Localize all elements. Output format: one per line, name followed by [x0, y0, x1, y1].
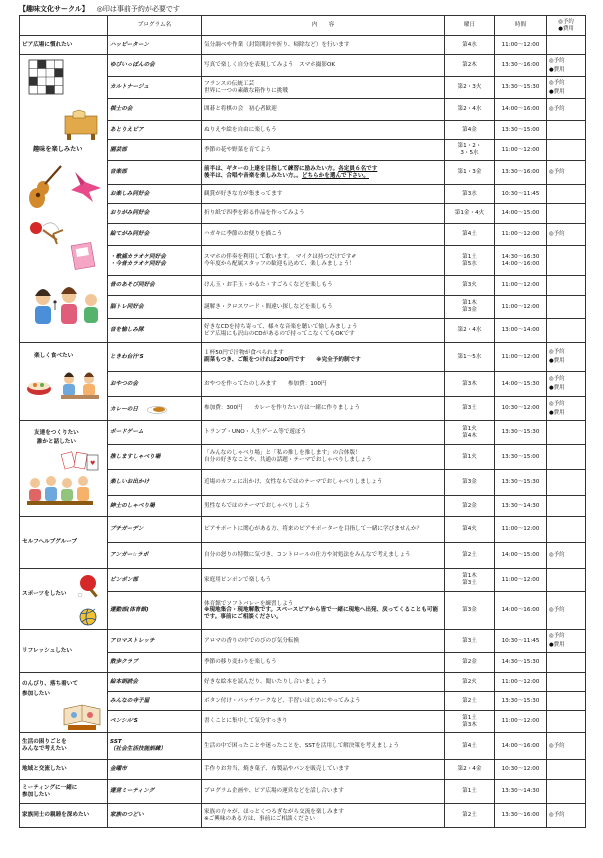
- program-day: 第3水: [445, 185, 495, 204]
- program-time: 10:30～11:45: [495, 630, 547, 653]
- program-content: 観賞が好きな方が集まってます: [202, 185, 445, 204]
- program-time: 10:30～12:00: [495, 760, 547, 780]
- program-name: 家族のつどい: [108, 804, 202, 828]
- program-name: あとりえピア: [108, 121, 202, 140]
- program-note: [547, 673, 586, 692]
- page-header: [19, 5, 180, 13]
- program-note: ◎予約: [547, 99, 586, 121]
- music-capacity: 各定員６名です: [338, 165, 378, 172]
- program-time: 13:30～14:30: [495, 780, 547, 804]
- music-choose: どちらかを選んで下さい。: [301, 172, 370, 179]
- program-time: 13:30～15:30: [495, 692, 547, 711]
- program-time: 13:30～15:30: [495, 421, 547, 445]
- category-label: ピア広場に慣れたい: [22, 41, 73, 48]
- program-name: おやつの会: [108, 372, 202, 397]
- program-note: ◎予約 ●費用: [547, 77, 586, 99]
- program-note: ◎予約 ●費用: [547, 55, 586, 77]
- table-row: [20, 630, 586, 653]
- program-time: 11:00～12:00: [495, 36, 547, 55]
- program-note: [547, 760, 586, 780]
- program-name: ピンポン部: [108, 569, 202, 592]
- volleyball-desc: 体育館でソフトバレーを練習しよう: [204, 600, 294, 607]
- program-time: 14:00～15:00: [495, 204, 547, 224]
- category-eat: [20, 343, 108, 421]
- program-day: 第1・3金: [445, 161, 495, 185]
- program-content: 囲碁と将棋の会 初心者歓迎: [202, 99, 445, 121]
- program-note: ◎予約: [547, 224, 586, 246]
- program-time: 10:30～11:45: [495, 185, 547, 204]
- program-note: [547, 421, 586, 445]
- curry-icon: [146, 404, 168, 414]
- program-content: 好きな絵本を読んだり、聞いたりし合いましょう: [202, 673, 445, 692]
- program-name: 棋士の会: [108, 99, 202, 121]
- program-name: ハッピーターン: [108, 36, 202, 55]
- program-day: 第4金: [445, 121, 495, 140]
- header-category: [20, 16, 108, 36]
- program-note: [547, 496, 586, 517]
- program-note: ◎予約 ●費用: [547, 372, 586, 397]
- table-row: [20, 780, 586, 804]
- program-content: ボタン付け・パッチワークなど、手習いはじめにやってみよう: [202, 692, 445, 711]
- origami-crane-icon: [71, 172, 101, 202]
- program-note: [547, 711, 586, 733]
- group-talking-icon: [27, 476, 93, 505]
- program-note: [547, 445, 586, 470]
- program-name: ときわ台汁'S: [108, 343, 202, 372]
- program-name: カルトナージュ: [108, 77, 202, 99]
- program-time: 14:30～15:30: [495, 653, 547, 673]
- program-time: 13:30～15:00: [495, 445, 547, 470]
- program-time: 11:00～12:00: [495, 711, 547, 733]
- table-row: [20, 673, 586, 692]
- program-content: 近場のカフェに出かけ、女性ならではのテーマでおしゃべりしましょう: [202, 470, 445, 496]
- program-day: 第4火: [445, 517, 495, 543]
- program-content: フランスの伝統工芸 世界に一つの素敵な箱作りに挑戦: [202, 77, 445, 99]
- program-time: 14:00～16:00: [495, 592, 547, 630]
- program-note: ◎予約: [547, 543, 586, 569]
- program-time: 11:00～12:00: [495, 224, 547, 246]
- program-content: 参加費：300円 カレーを作りたい方は一緒に作りましょう: [202, 397, 445, 421]
- program-name: アンガー☆ラボ: [108, 543, 202, 569]
- program-content: ハガキに季節のお便りを描こう: [202, 224, 445, 246]
- category-family: [20, 804, 108, 828]
- program-name: プチガーデン: [108, 517, 202, 543]
- program-note: [547, 569, 586, 592]
- program-content: 家族の方々が、ほっとくつろぎながら交流を楽しみます ※ご興味のある方は、事前にご相談ください: [202, 804, 445, 828]
- program-day: 第1木 第3金: [445, 296, 495, 319]
- program-time: 13:30～15:00: [495, 121, 547, 140]
- category-friends: [20, 421, 108, 517]
- program-day: 第3木: [445, 372, 495, 397]
- program-note: [547, 276, 586, 296]
- program-content: 自分の怒りの特徴に気づき、コントロールの仕方や対処法をみんなで考えましょう: [202, 543, 445, 569]
- food-bowl-icon: [27, 382, 51, 395]
- reservation-note: ◎印は事前予約が必要です: [96, 5, 180, 13]
- program-content: 謎解き・クロスワード・間違い探しなどを楽しもう: [202, 296, 445, 319]
- program-content: 手作りお弁当、焼き菓子、布製品やパンを販売しています: [202, 760, 445, 780]
- program-time: 11:00～12:00: [495, 276, 547, 296]
- header-time: 時間: [495, 16, 547, 36]
- program-day: 第2・3火: [445, 77, 495, 99]
- program-time: 11:00～12:00: [495, 673, 547, 692]
- program-day: 第2金: [445, 653, 495, 673]
- program-name: ゆびいっぽんの会: [108, 55, 202, 77]
- table-header-row: [20, 16, 586, 36]
- program-content: 書くことに集中して気分すっきり: [202, 711, 445, 733]
- program-time: 13:30～15:30: [495, 470, 547, 496]
- program-note: [547, 517, 586, 543]
- program-note: ◎予約: [547, 592, 586, 630]
- program-day: 第4土: [445, 733, 495, 760]
- program-day: 第3土: [445, 397, 495, 421]
- program-day: 第3火: [445, 276, 495, 296]
- program-content: プログラム企画や、ピア広場の運営などを話し合います: [202, 780, 445, 804]
- program-day: 第1～5水: [445, 343, 495, 372]
- program-note: ◎予約 ●費用: [547, 397, 586, 421]
- program-day: 第1土 第5水: [445, 246, 495, 276]
- category-relax: [20, 673, 108, 733]
- singing-people-icon: [35, 287, 98, 324]
- program-day: 第1土 第3木: [445, 711, 495, 733]
- program-content: 季節の移り変わりを楽しもう: [202, 653, 445, 673]
- category-sports: [20, 569, 108, 630]
- book-reading-icon: [64, 705, 100, 730]
- program-time: 10:30～12:00: [495, 397, 547, 421]
- svg-text:趣味を楽しみたい: 趣味を楽しみたい: [33, 146, 83, 153]
- program-name-text: カレーの日: [110, 406, 138, 412]
- shogi-board-icon: [65, 110, 97, 140]
- ping-pong-paddle-icon: [78, 575, 98, 597]
- table-row: [20, 343, 586, 372]
- program-name: 紳士のしゃべり場: [108, 496, 202, 517]
- program-name: 脳トレ同好会: [108, 296, 202, 319]
- program-day: 第3金: [445, 592, 495, 630]
- sports-illustration: [76, 573, 104, 630]
- program-time: 14:00～15:30: [495, 372, 547, 397]
- program-content: けん玉・お手玉・かるた・すごろくなどを楽しもう: [202, 276, 445, 296]
- program-note: [547, 36, 586, 55]
- program-note: ◎予約 ●費用: [547, 630, 586, 653]
- program-content: アロマの香りの中でのびのび気分転換: [202, 630, 445, 653]
- program-day: 第4水: [445, 36, 495, 55]
- program-content: 季節の花や野菜を育てよう: [202, 140, 445, 161]
- program-day: 第2火: [445, 673, 495, 692]
- program-content: [202, 343, 445, 372]
- program-content: [202, 161, 445, 185]
- music-second-half: 後半は、合唱や音楽を楽しみたい方。。: [204, 172, 302, 179]
- program-day: 第2土: [445, 543, 495, 569]
- category-label: 楽しく食べたい: [34, 353, 74, 359]
- program-note: ◎予約: [547, 804, 586, 828]
- program-name: 運動部(体育館): [108, 592, 202, 630]
- program-note: [547, 296, 586, 319]
- category-local: [20, 760, 108, 780]
- category-meeting: [20, 780, 108, 804]
- program-day: 第2・4水: [445, 319, 495, 343]
- program-time: 13:00～14:00: [495, 319, 547, 343]
- program-day: 第1金・4火: [445, 204, 495, 224]
- header-content: 内 容: [202, 16, 445, 36]
- category-label: スポーツをしたい: [22, 591, 67, 597]
- category-label: のんびり、落ち着いて 参加したい: [22, 681, 78, 697]
- program-name: 絵本朗読会: [108, 673, 202, 692]
- program-content: 写真で楽しく自分を表現してみよう スマホ撮影OK: [202, 55, 445, 77]
- program-name: 金曜市: [108, 760, 202, 780]
- program-name: おりがみ同好会: [108, 204, 202, 224]
- music-first-half: 前半は、ギターの上達を目指して練習に励みたい方。: [204, 165, 339, 172]
- category-plaza: [20, 36, 108, 55]
- program-note: ◎予約 ●費用: [547, 343, 586, 372]
- category-label: リフレッシュしたい: [22, 647, 72, 654]
- soup-price: １杯50円で汁物が食べられます: [204, 350, 284, 357]
- program-day: 第2・4水: [445, 99, 495, 121]
- program-name: SST （社会生活技能訓練）: [108, 733, 202, 760]
- program-day: 第2土: [445, 804, 495, 828]
- category-label: 生活の困りごとを みんなで考えたい: [22, 739, 67, 752]
- program-name: [108, 397, 202, 421]
- program-content: スマホの伴奏を利用して歌います。 マイクは持つだけです✐ 今年度から配属スタッフの歓迎も込めて、楽しみましょう！: [202, 246, 445, 276]
- program-content: 家庭用ピンポンで楽しもう: [202, 569, 445, 592]
- karaoke-book-icon: [71, 242, 95, 269]
- program-time: 11:00～12:00: [495, 569, 547, 592]
- program-note: [547, 470, 586, 496]
- program-note: [547, 692, 586, 711]
- program-name: ・歌謡カラオケ同好会 ・今昔カラオケ同好会: [108, 246, 202, 276]
- guitar-icon: [29, 166, 61, 208]
- eating-illustration: [23, 367, 103, 403]
- program-time: 11:00～12:00: [495, 343, 547, 372]
- program-time: 11:00～12:00: [495, 296, 547, 319]
- program-day: 第4土: [445, 224, 495, 246]
- program-name: 散歩クラブ: [108, 653, 202, 673]
- program-content: ピアサポートに関心がある方、将来のピアサポーターを目指して一緒に学びませんか？: [202, 517, 445, 543]
- category-label: 家族同士の親睦を深めたい: [22, 812, 90, 818]
- header-note: ◎予約 ●費用: [547, 16, 586, 36]
- table-row: [20, 804, 586, 828]
- table-row: [20, 569, 586, 592]
- program-day: 第1火: [445, 445, 495, 470]
- soup-detail: 副菜もつき、ご飯をつければ200円です ※完全予約制です: [204, 357, 361, 363]
- program-note: [547, 653, 586, 673]
- category-label: 友達をつくりたい 誰かと話したい: [34, 430, 79, 445]
- program-day: 第1木 第3土: [445, 569, 495, 592]
- program-name: 音楽部: [108, 161, 202, 185]
- program-day: 第3土: [445, 630, 495, 653]
- category-refresh: [20, 630, 108, 673]
- program-content: 「みんなのしゃべり場」と「私の推しを推します」の合体版！ 自分の好きなことや、共通の話題・テーマでおしゃべりしましょう: [202, 445, 445, 470]
- category-label: 地域と交流したい: [22, 766, 67, 772]
- program-day: 第2木: [445, 55, 495, 77]
- program-name: 絵てがみ同好会: [108, 224, 202, 246]
- table-row: [20, 421, 586, 445]
- table-row: [20, 36, 586, 55]
- kendama-icon: [30, 222, 63, 244]
- program-content: おやつを作ってたのしみます 参加費：100円: [202, 372, 445, 397]
- svg-text:♥: ♥: [90, 460, 96, 467]
- program-name: ペンシル'S: [108, 711, 202, 733]
- program-time: 14:30～16:30 14:00～16:00: [495, 246, 547, 276]
- playing-cards-icon: [61, 452, 98, 470]
- program-name: 運営ミーティング: [108, 780, 202, 804]
- program-note: [547, 246, 586, 276]
- program-day: 第2金: [445, 496, 495, 517]
- header-day: 曜日: [445, 16, 495, 36]
- program-name: 音を愉しみ隊: [108, 319, 202, 343]
- program-name: ボードゲーム: [108, 421, 202, 445]
- program-time: 13:30～16:00: [495, 161, 547, 185]
- program-time: 11:00～12:00: [495, 140, 547, 161]
- hobby-illustrations: [23, 58, 105, 343]
- program-content: 生活の中で困ったことや迷ったことを、SSTを活用して解決策を考えましょう: [202, 733, 445, 760]
- category-selfhelp: [20, 517, 108, 569]
- program-name: お楽しみ同好会: [108, 185, 202, 204]
- program-name: アロマストレッチ: [108, 630, 202, 653]
- people-eating-icon: [61, 373, 99, 400]
- table-row: [20, 760, 586, 780]
- reading-illustration: [62, 703, 104, 733]
- volleyball-notice: ※現地集合・現地解散です。スペースピアから皆で一緒に現地へ出発、戻ってくることも可能です。事前にご相談ください。: [204, 607, 439, 620]
- program-time: 13:30～14:30: [495, 496, 547, 517]
- table-row: [20, 733, 586, 760]
- program-name: 楽しいお出かけ: [108, 470, 202, 496]
- program-time: 11:00～12:00: [495, 517, 547, 543]
- category-sst: [20, 733, 108, 760]
- program-name: みんなの寺子屋: [108, 692, 202, 711]
- page-title: 【趣味文化サークル】: [19, 5, 89, 13]
- category-label: ミーティングに一緒に 参加したい: [22, 784, 78, 798]
- program-note: [547, 140, 586, 161]
- program-name: 昔のあそび同好会: [108, 276, 202, 296]
- program-time: 13:30～15:30: [495, 77, 547, 99]
- crossword-icon: [29, 60, 63, 94]
- program-content: トランプ・UNO・人生ゲーム等で遊ぼう: [202, 421, 445, 445]
- category-hobby: [20, 55, 108, 343]
- volleyball-icon: [80, 609, 96, 625]
- program-day: 第2土: [445, 692, 495, 711]
- program-content: 気分調べや作業（封筒開封や折り、帰除など）を行います: [202, 36, 445, 55]
- program-content: ぬりえや絵を自由に楽しもう: [202, 121, 445, 140]
- program-day: 第1火 第4木: [445, 421, 495, 445]
- program-time: 13:30～16:00: [495, 55, 547, 77]
- program-note: [547, 319, 586, 343]
- table-row: [20, 55, 586, 77]
- program-note: [547, 204, 586, 224]
- friends-illustration: [23, 451, 105, 507]
- program-day: 第2・4金: [445, 760, 495, 780]
- program-note: [547, 780, 586, 804]
- program-time: 14:00～16:00: [495, 99, 547, 121]
- program-content: 男性ならではのテーマでおしゃべりしよう: [202, 496, 445, 517]
- program-note: [547, 185, 586, 204]
- program-time: 14:00～15:00: [495, 543, 547, 569]
- program-content: 折り紙で四季を彩る作品を作ってみよう: [202, 204, 445, 224]
- program-name: 園芸部: [108, 140, 202, 161]
- program-note: ◎予約: [547, 733, 586, 760]
- program-content: 好きなCDを持ち寄って、様々な音楽を聴いて愉しみましょう ピア広場にも沢山のCDがあるので持ってこなくてもOKです: [202, 319, 445, 343]
- program-day: 第3金: [445, 470, 495, 496]
- program-day: 第1土: [445, 780, 495, 804]
- program-time: 14:00～16:00: [495, 733, 547, 760]
- program-time: 13:30～16:00: [495, 804, 547, 828]
- table-row: [20, 517, 586, 543]
- program-note: ◎予約: [547, 161, 586, 185]
- program-name: 推しますしゃべり場: [108, 445, 202, 470]
- program-note: [547, 121, 586, 140]
- category-label: セルフヘルプグループ: [22, 539, 78, 545]
- schedule-table: [19, 15, 586, 828]
- program-day: 第1・2・ 3・5水: [445, 140, 495, 161]
- header-program: プログラム名: [108, 16, 202, 36]
- program-content: [202, 592, 445, 630]
